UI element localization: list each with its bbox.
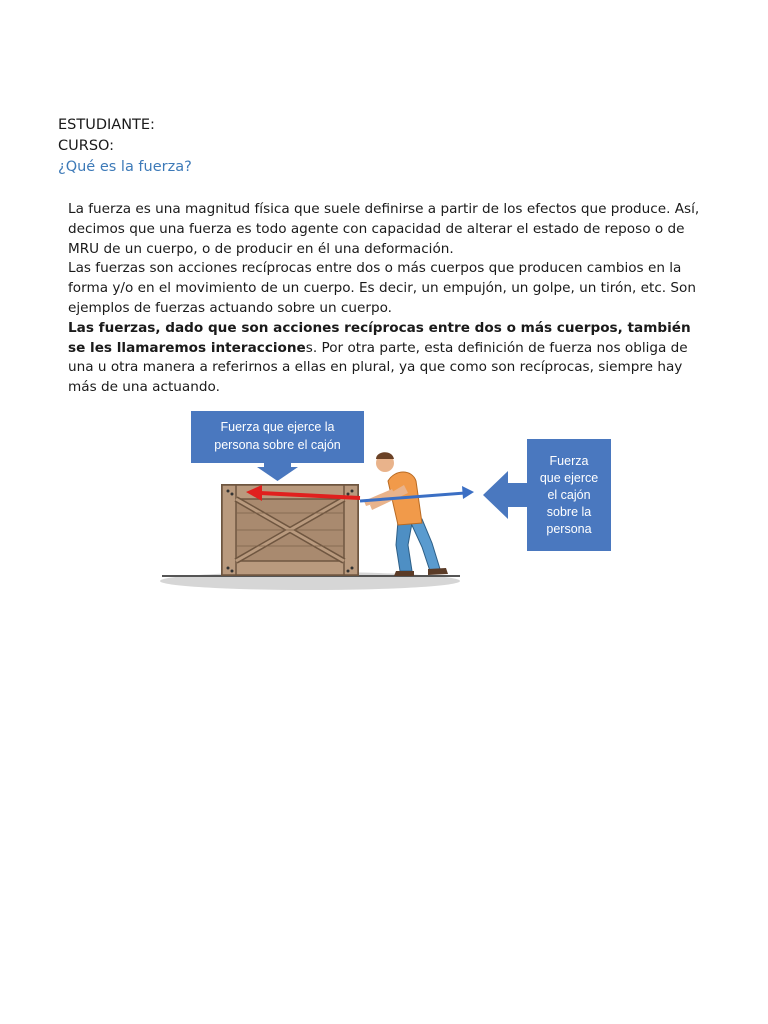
paragraph-3-rest: s. Por otra parte, esta definición de fuerza nos obliga de una u otra manera a referirnos a ellas en plural, ya que como son recíprocas, siempre hay más de una actuando. xyxy=(68,339,688,396)
callout-right-line-5: persona xyxy=(546,522,592,536)
body-text xyxy=(68,200,708,398)
course-label: CURSO: xyxy=(58,138,115,154)
paragraph-1: La fuerza es una magnitud física que suele definirse a partir de los efectos que produce. Así, decimos que una fuerza es todo agente con capacidad de alterar el estado de reposo o de MRU de un cuerpo, o de producir en él una deformación. xyxy=(68,201,700,257)
student-label: ESTUDIANTE: xyxy=(58,117,155,133)
callout-right-line-2: que ejerce xyxy=(539,471,599,485)
paragraph-3 xyxy=(68,319,708,398)
callout-right-line-4: sobre la xyxy=(546,505,592,519)
header-block xyxy=(58,115,192,178)
callout-right xyxy=(483,439,611,551)
callout-left-line-2: persona sobre el cajón xyxy=(214,438,341,452)
force-illustration xyxy=(160,405,620,595)
callout-right-line-3: el cajón xyxy=(547,488,591,502)
question-heading: ¿Qué es la fuerza? xyxy=(58,159,192,175)
paragraph-2: Las fuerzas son acciones recíprocas entre dos o más cuerpos que producen cambios en la forma y/o en el movimiento de un cuerpo. Es decir, un empujón, un golpe, un tirón, etc. Son ejemplos de fuerzas actuando sobre un cuerpo. xyxy=(68,260,696,316)
paragraph-3-bold: Las fuerzas, dado que son acciones recíprocas entre dos o más cuerpos, también se les llamaremos interaccione xyxy=(68,319,691,356)
callout-right-line-1: Fuerza xyxy=(549,454,589,468)
person xyxy=(364,452,448,576)
callout-left xyxy=(191,411,364,481)
callout-left-line-1: Fuerza que ejerce la xyxy=(220,420,335,434)
